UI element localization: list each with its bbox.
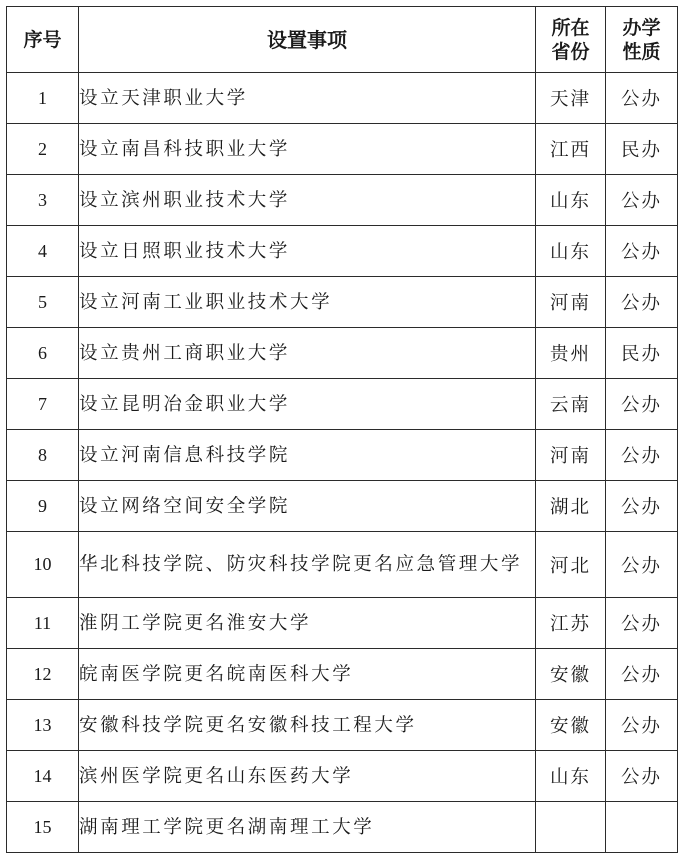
row-index: 11 [7,598,79,649]
row-type [606,802,678,853]
table-row [7,802,678,853]
row-index: 7 [7,379,79,430]
row-item: 设立天津职业大学 [79,73,536,124]
row-item: 湖南理工学院更名湖南理工大学 [79,802,536,853]
row-index: 4 [7,226,79,277]
table-row [7,277,678,328]
row-province: 安徽 [536,700,606,751]
row-item: 皖南医学院更名皖南医科大学 [79,649,536,700]
row-item: 设立日照职业技术大学 [79,226,536,277]
table-row [7,532,678,598]
row-type: 公办 [606,751,678,802]
row-index: 8 [7,430,79,481]
row-province: 山东 [536,175,606,226]
row-type: 公办 [606,226,678,277]
row-province: 河北 [536,532,606,598]
row-item: 设立网络空间安全学院 [79,481,536,532]
row-item: 设立河南工业职业技术大学 [79,277,536,328]
row-index: 13 [7,700,79,751]
row-item: 淮阴工学院更名淮安大学 [79,598,536,649]
header-index: 序号 [7,7,79,73]
table-body [7,73,678,853]
row-province: 云南 [536,379,606,430]
row-item: 设立贵州工商职业大学 [79,328,536,379]
row-province: 河南 [536,277,606,328]
row-type: 公办 [606,700,678,751]
row-index: 1 [7,73,79,124]
row-item: 设立河南信息科技学院 [79,430,536,481]
table-row [7,481,678,532]
header-type: 办学 性质 [606,7,678,73]
table-row [7,73,678,124]
header-province: 所在 省份 [536,7,606,73]
row-index: 12 [7,649,79,700]
header-item: 设置事项 [79,7,536,73]
row-province: 天津 [536,73,606,124]
row-item: 安徽科技学院更名安徽科技工程大学 [79,700,536,751]
row-index: 3 [7,175,79,226]
row-type: 民办 [606,328,678,379]
row-item: 设立南昌科技职业大学 [79,124,536,175]
approval-table [6,6,678,853]
table-row [7,124,678,175]
table-row [7,649,678,700]
row-province [536,802,606,853]
row-index: 6 [7,328,79,379]
row-type: 公办 [606,481,678,532]
row-type: 公办 [606,649,678,700]
row-item: 设立昆明冶金职业大学 [79,379,536,430]
row-index: 14 [7,751,79,802]
row-province: 河南 [536,430,606,481]
row-index: 2 [7,124,79,175]
row-type: 民办 [606,124,678,175]
row-index: 9 [7,481,79,532]
row-type: 公办 [606,175,678,226]
row-type: 公办 [606,430,678,481]
row-type: 公办 [606,73,678,124]
row-item: 设立滨州职业技术大学 [79,175,536,226]
row-type: 公办 [606,277,678,328]
table-row [7,598,678,649]
row-province: 江苏 [536,598,606,649]
row-province: 贵州 [536,328,606,379]
table-row [7,175,678,226]
table-row [7,328,678,379]
table-row [7,226,678,277]
row-province: 湖北 [536,481,606,532]
row-province: 江西 [536,124,606,175]
row-province: 安徽 [536,649,606,700]
row-type: 公办 [606,598,678,649]
table-row [7,430,678,481]
table-header-row [7,7,678,73]
row-item: 华北科技学院、防灾科技学院更名应急管理大学 [79,532,536,598]
row-item: 滨州医学院更名山东医药大学 [79,751,536,802]
row-province: 山东 [536,751,606,802]
table-row [7,700,678,751]
row-index: 10 [7,532,79,598]
row-index: 15 [7,802,79,853]
row-province: 山东 [536,226,606,277]
table-row [7,751,678,802]
row-type: 公办 [606,532,678,598]
table-row [7,379,678,430]
row-type: 公办 [606,379,678,430]
row-index: 5 [7,277,79,328]
